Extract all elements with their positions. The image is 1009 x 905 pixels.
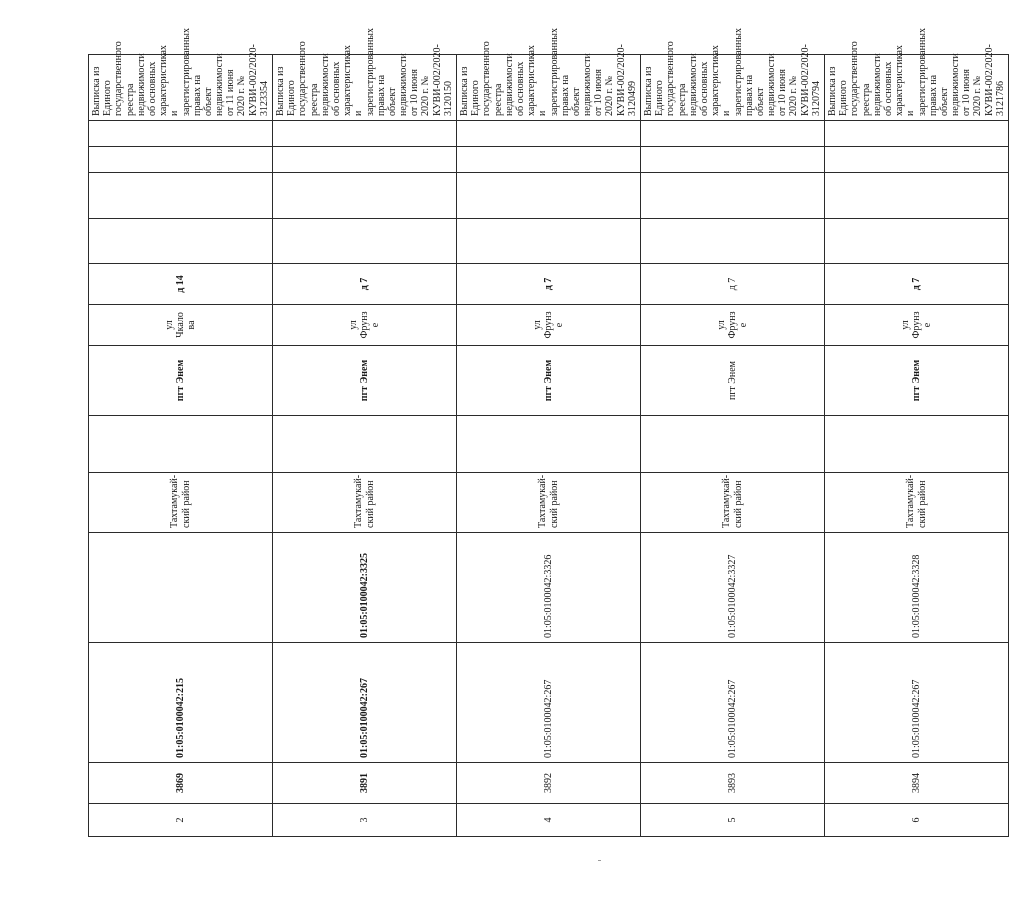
empty-cell <box>273 147 457 173</box>
scan-speck <box>598 860 601 861</box>
empty-cell <box>89 121 273 147</box>
register-number: 3892 <box>457 763 641 804</box>
empty-cell <box>641 219 825 264</box>
empty-cell <box>273 121 457 147</box>
empty-cell <box>641 416 825 473</box>
parent-cadastral-number: 01:05:0100042:267 <box>273 643 457 763</box>
cadastral-number: 01:05:0100042:3327 <box>641 533 825 643</box>
street: ул Фрунз е <box>273 305 457 346</box>
rotated-table-container <box>88 27 1006 837</box>
street: ул Фрунз е <box>641 305 825 346</box>
house-number: д 7 <box>273 264 457 305</box>
table-row <box>273 55 457 837</box>
empty-cell <box>641 173 825 219</box>
table-row <box>825 55 1009 837</box>
district: Тахтамукайский район <box>273 473 457 533</box>
register-number: 3891 <box>273 763 457 804</box>
house-number: д 14 <box>89 264 273 305</box>
cadastral-number: 01:05:0100042:3326 <box>457 533 641 643</box>
district: Тахтамукайский район <box>825 473 1009 533</box>
empty-cell <box>457 121 641 147</box>
empty-cell <box>89 219 273 264</box>
table-row <box>457 55 641 837</box>
empty-cell <box>89 147 273 173</box>
empty-cell <box>457 416 641 473</box>
register-number: 3894 <box>825 763 1009 804</box>
settlement: пгт Энем <box>457 346 641 416</box>
empty-cell <box>825 147 1009 173</box>
cadastral-number: 01:05:0100042:3328 <box>825 533 1009 643</box>
row-number: 4 <box>457 804 641 837</box>
row-number: 2 <box>89 804 273 837</box>
egrn-extract-reference: Выписка из Единого государственного реестра недвижимости об основных характеристиках и зарегистрированных правах на объект недвижимости от 10 июня 2020 г. № КУВИ-002/2020-3120499 <box>457 55 641 121</box>
parent-cadastral-number: 01:05:0100042:267 <box>641 643 825 763</box>
street: ул Фрунз е <box>825 305 1009 346</box>
empty-cell <box>89 173 273 219</box>
egrn-extract-reference: Выписка из Единого государственного реестра недвижимости об основных характеристиках и зарегистрированных правах на объект недвижимости от 10 июня 2020 г. № КУВИ-002/2020-3120794 <box>641 55 825 121</box>
house-number: д 7 <box>825 264 1009 305</box>
district: Тахтамукайский район <box>457 473 641 533</box>
parent-cadastral-number: 01:05:0100042:215 <box>89 643 273 763</box>
settlement: пгт Энем <box>89 346 273 416</box>
empty-cell <box>825 121 1009 147</box>
row-number: 5 <box>641 804 825 837</box>
district: Тахтамукайский район <box>89 473 273 533</box>
house-number: д 7 <box>641 264 825 305</box>
row-number: 3 <box>273 804 457 837</box>
empty-cell <box>825 416 1009 473</box>
table-row <box>641 55 825 837</box>
row-number: 6 <box>825 804 1009 837</box>
empty-cell <box>273 219 457 264</box>
settlement: пгт Энем <box>641 346 825 416</box>
street: ул Фрунз е <box>457 305 641 346</box>
house-number: д 7 <box>457 264 641 305</box>
empty-cell <box>641 147 825 173</box>
parent-cadastral-number: 01:05:0100042:267 <box>457 643 641 763</box>
settlement: пгт Энем <box>273 346 457 416</box>
cadastral-number <box>89 533 273 643</box>
empty-cell <box>457 219 641 264</box>
settlement: пгт Энем <box>825 346 1009 416</box>
table-row <box>89 55 273 837</box>
parent-cadastral-number: 01:05:0100042:267 <box>825 643 1009 763</box>
egrn-extract-reference: Выписка из Единого государственного реестра недвижимости об основных характеристиках и зарегистрированных правах на объект недвижимости от 10 июня 2020 г. № КУВИ-002/2020-3120150 <box>273 55 457 121</box>
empty-cell <box>641 121 825 147</box>
property-register-table <box>88 27 1009 837</box>
empty-cell <box>273 416 457 473</box>
empty-cell <box>273 173 457 219</box>
cadastral-number: 01:05:0100042:3325 <box>273 533 457 643</box>
street: ул Чкало ва <box>89 305 273 346</box>
district: Тахтамукайский район <box>641 473 825 533</box>
egrn-extract-reference: Выписка из Единого государственного реестра недвижимости об основных характеристиках и зарегистрированных правах на объект недвижимости от 10 июня 2020 г. № КУВИ-002/2020-3121786 <box>825 55 1009 121</box>
empty-cell <box>825 173 1009 219</box>
register-number: 3869 <box>89 763 273 804</box>
empty-cell <box>89 416 273 473</box>
empty-cell <box>825 219 1009 264</box>
egrn-extract-reference: Выписка из Единого государственного реестра недвижимости об основных характеристиках и зарегистрированных правах на объект недвижимости от 11 июня 2020 г. № КУВИ-002/2020-3123354 <box>89 55 273 121</box>
empty-cell <box>457 147 641 173</box>
register-number: 3893 <box>641 763 825 804</box>
empty-cell <box>457 173 641 219</box>
